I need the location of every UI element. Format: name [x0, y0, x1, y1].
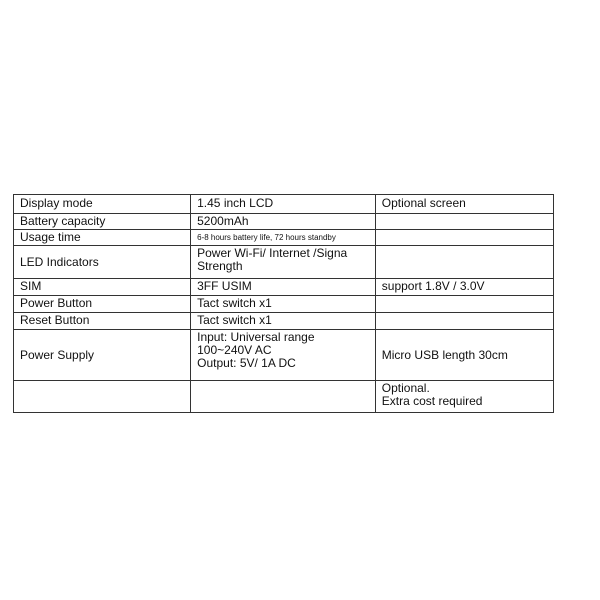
spec-label: Power Supply: [14, 330, 191, 381]
table-row: [14, 214, 554, 230]
spec-label: Reset Button: [14, 313, 191, 330]
table-row: [14, 279, 554, 296]
spec-label: Battery capacity: [14, 214, 191, 230]
spec-value: [191, 381, 376, 413]
spec-label: [14, 381, 191, 413]
spec-value: [191, 279, 376, 296]
spec-note-line: Optional.: [381, 381, 430, 395]
spec-note-line: Micro USB length 30cm: [381, 348, 508, 362]
spec-note-line: Extra cost required: [381, 394, 483, 408]
spec-value-line: 5200mAh: [197, 214, 249, 228]
spec-note: [375, 330, 553, 381]
spec-value: [191, 330, 376, 381]
spec-note: [375, 195, 553, 214]
spec-label: LED Indicators: [14, 246, 191, 279]
spec-value-line: 100~240V AC: [197, 343, 272, 357]
spec-value-line: Tact switch x1: [197, 313, 272, 327]
spec-value: [191, 313, 376, 330]
spec-value-line: Power Wi-Fi/ Internet /Signa: [197, 246, 348, 260]
spec-value: [191, 214, 376, 230]
spec-label: Usage time: [14, 230, 191, 246]
spec-value: [191, 195, 376, 214]
spec-label: Power Button: [14, 296, 191, 313]
spec-value-line: Strength: [197, 259, 243, 273]
spec-table: [13, 194, 554, 413]
spec-value: [191, 246, 376, 279]
spec-label: Display mode: [14, 195, 191, 214]
table-row: [14, 330, 554, 381]
table-row: [14, 230, 554, 246]
spec-value: [191, 296, 376, 313]
spec-note: [375, 246, 553, 279]
table-row: [14, 313, 554, 330]
table-row: [14, 381, 554, 413]
spec-value: [191, 230, 376, 246]
spec-note: [375, 381, 553, 413]
spec-value-line: Tact switch x1: [197, 296, 272, 310]
spec-value-line: Output: 5V/ 1A DC: [197, 356, 296, 370]
spec-value-line: 6-8 hours battery life, 72 hours standby: [197, 233, 336, 242]
spec-note: [375, 279, 553, 296]
spec-value-line: Input: Universal range: [197, 330, 315, 344]
spec-note-line: Optional screen: [381, 196, 466, 210]
spec-label: SIM: [14, 279, 191, 296]
spec-note: [375, 214, 553, 230]
spec-note: [375, 230, 553, 246]
spec-note: [375, 296, 553, 313]
spec-note-line: support 1.8V / 3.0V: [381, 279, 485, 293]
table-row: [14, 246, 554, 279]
spec-value-line: 1.45 inch LCD: [197, 196, 274, 210]
spec-note: [375, 313, 553, 330]
table-row: [14, 195, 554, 214]
table-row: [14, 296, 554, 313]
spec-value-line: 3FF USIM: [197, 279, 252, 293]
